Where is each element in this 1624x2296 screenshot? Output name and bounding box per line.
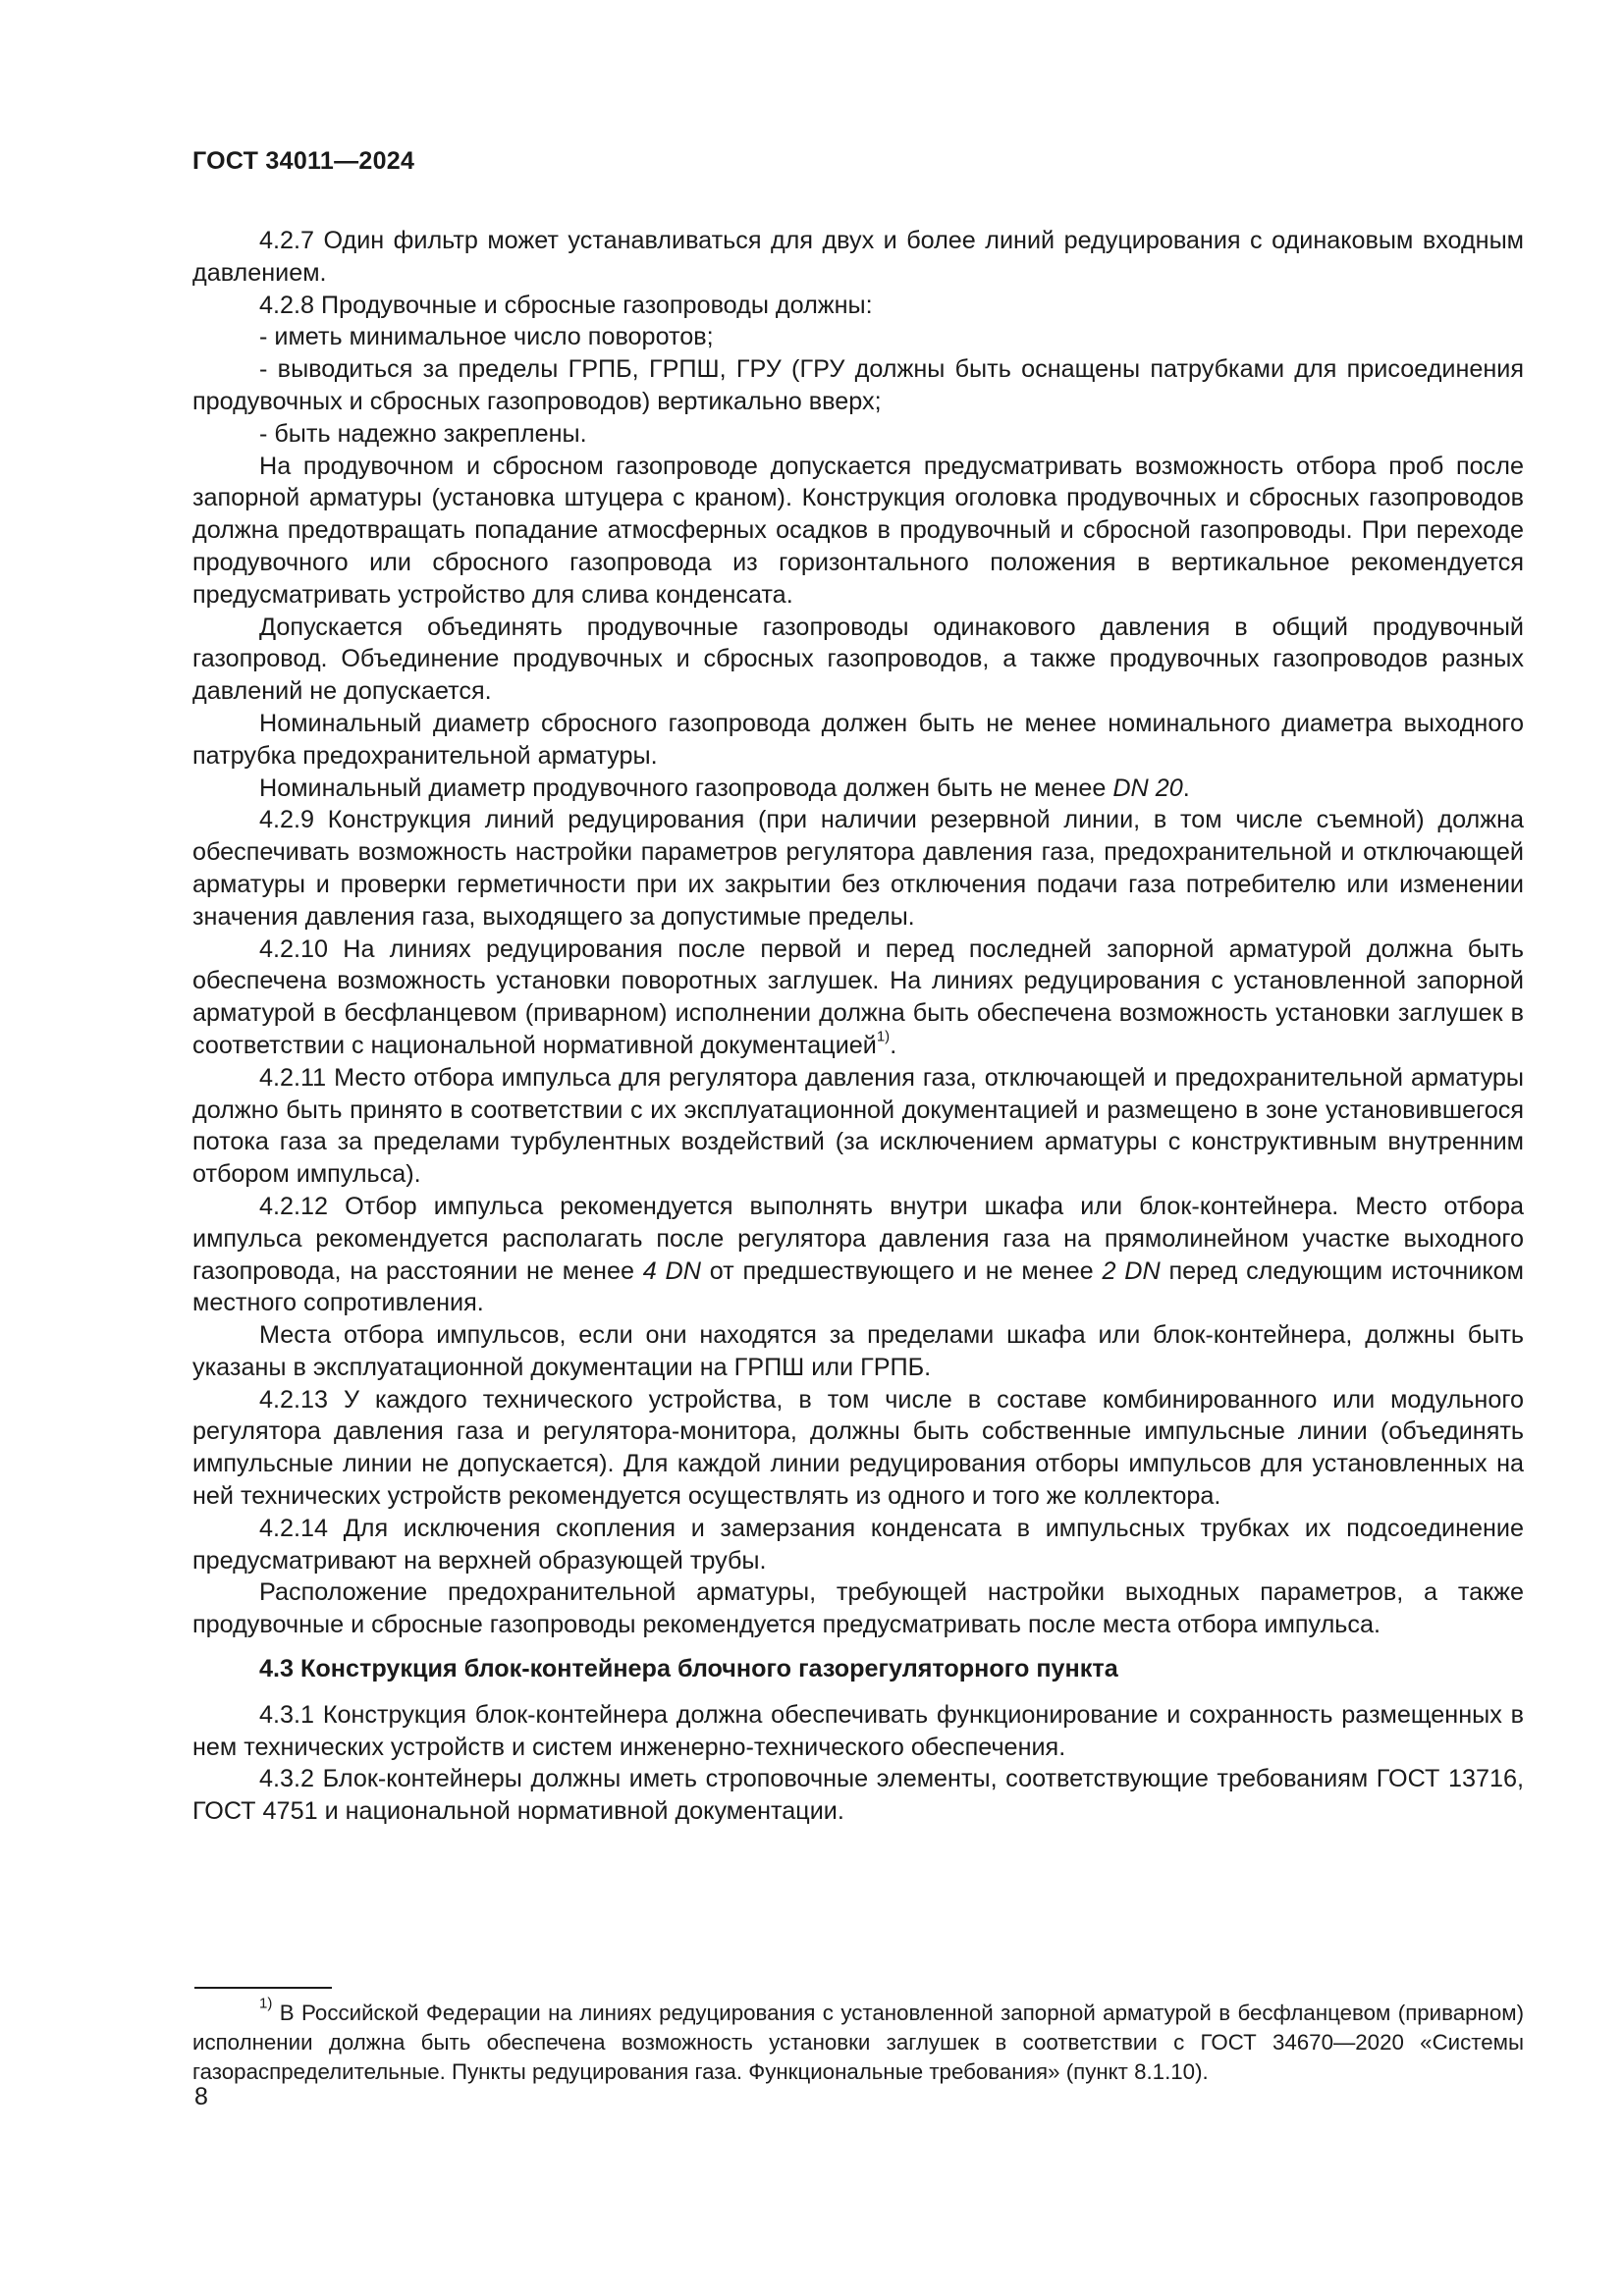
document-body [192, 225, 1524, 1828]
paragraph: Расположение предохранительной арматуры, требующей настройки выходных параметров, а также продувочные и сбросные газопроводы рекомендуется предусматривать после места отбора импульса. [192, 1578, 1524, 1639]
footnote [192, 1995, 1524, 2087]
paragraph-4-2-8: 4.2.8 Продувочные и сбросные газопроводы должны: [259, 291, 873, 319]
paragraph-4-2-10 [192, 934, 1524, 1062]
footnote-divider [194, 1987, 332, 1989]
paragraph-4-2-14: 4.2.14 Для исключения скопления и замерзания конденсата в импульсных трубках их подсоединение предусматривают на верхней образующей трубы. [192, 1514, 1524, 1575]
paragraph: Номинальный диаметр сбросного газопровода должен быть не менее номинального диаметра выходного патрубка предохранительной арматуры. [192, 709, 1524, 770]
text-run: . [890, 1031, 897, 1059]
paragraph-4-2-11: 4.2.11 Место отбора импульса для регулятора давления газа, отключающей и предохранительной арматуры должно быть принято в соответствии с их эксплуатационной документацией и размещено в зоне установившегося потока газа за пределами турбулентных воздействий (за исключением арматуры с конструктивным внутренним отбором импульса). [192, 1063, 1524, 1189]
paragraph-4-2-7: 4.2.7 Один фильтр может устанавливаться для двух и более линий редуцирования с одинаковым входным давлением. [192, 227, 1524, 287]
text-run: 4.2.10 На линиях редуцирования после первой и перед последней запорной арматурой должна быть обеспечена возможность установки поворотных заглушек. На линиях редуцирования с установленной запорной арматурой в бесфланцевом (приварном) исполнении должна быть обеспечена возможность установки заглушек в соответствии с национальной нормативной документацией [192, 934, 1524, 1059]
text-run: Номинальный диаметр продувочного газопровода должен быть не менее [259, 774, 1113, 802]
paragraph-4-2-9: 4.2.9 Конструкция линий редуцирования (при наличии резервной линии, в том числе съемной) должна обеспечивать возможность настройки параметров регулятора давления газа, предохранительной и отключающей арматуры и проверки герметичности при их закрытии без отключения подачи газа потребителю или изменении значения давления газа, выходящего за допустимые пределы. [192, 806, 1524, 931]
list-item: - иметь минимальное число поворотов; [259, 323, 714, 351]
paragraph: Допускается объединять продувочные газопроводы одинакового давления в общий продувочный газопровод. Объединение продувочных и сбросных газопроводов, а также продувочных газопроводов разных давлений не допускается. [192, 613, 1524, 706]
footnote-reference[interactable]: 1) [876, 1028, 891, 1045]
list-item: - быть надежно закреплены. [259, 419, 587, 448]
paragraph-4-2-12 [192, 1191, 1524, 1319]
text-run: перед следующим источником местного сопротивления. [192, 1256, 1524, 1317]
footnote-text: В Российской Федерации на линиях редуцирования с установленной запорной арматурой в бесфланцевом (приварном) исполнении должна быть обеспечена возможность установки заглушек в соответствии с ГОСТ 34670—2020 «Системы газораспределительные. Пункты редуцирования газа. Функциональные требования» (пункт 8.1.10). [192, 2001, 1524, 2084]
page-number: 8 [194, 2083, 208, 2110]
paragraph: Места отбора импульсов, если они находятся за пределами шкафа или блок-контейнера, должны быть указаны в эксплуатационной документации на ГРПШ или ГРПБ. [192, 1321, 1524, 1381]
document-header: ГОСТ 34011—2024 [192, 147, 415, 175]
distance-value: 4 DN [642, 1256, 701, 1285]
list-item: - выводиться за пределы ГРПБ, ГРПШ, ГРУ (ГРУ должны быть оснащены патрубками для присоединения продувочных и сбросных газопроводов) вертикально вверх; [192, 355, 1524, 415]
footnote-text-block [192, 1995, 1524, 2087]
section-title-4-3: 4.3 Конструкция блок-контейнера блочного газорегуляторного пункта [259, 1655, 1118, 1683]
paragraph-4-2-13: 4.2.13 У каждого технического устройства, в том числе в составе комбинированного или модульного регулятора давления газа и регулятора-монитора, должны быть собственные импульсные линии (объединять импульсные линии не допускается). Для каждой линии редуцирования отборы импульсов для установленных на ней технических устройств рекомендуется осуществлять из одного и того же коллектора. [192, 1385, 1524, 1511]
paragraph: На продувочном и сбросном газопроводе допускается предусматривать возможность отбора проб после запорной арматуры (установка штуцера с краном). Конструкция оголовка продувочных и сбросных газопроводов должна предотвращать попадание атмосферных осадков в продувочный и сбросной газопроводы. При переходе продувочного или сбросного газопровода из горизонтального положения в вертикальное рекомендуется предусматривать устройство для слива конденсата. [192, 452, 1524, 609]
text-run: 4.2.12 Отбор импульса рекомендуется выполнять внутри шкафа или блок-контейнера. Место отбора импульса рекомендуется располагать после регулятора давления газа на прямолинейном участке выходного газопровода, на расстоянии не менее [192, 1192, 1524, 1285]
paragraph-4-3-1: 4.3.1 Конструкция блок-контейнера должна обеспечивать функционирование и сохранность размещенных в нем технических устройств и систем инженерно-технического обеспечения. [192, 1700, 1524, 1761]
distance-value: 2 DN [1102, 1256, 1161, 1285]
paragraph-4-3-2: 4.3.2 Блок-контейнеры должны иметь строповочные элементы, соответствующие требованиям ГОСТ 13716, ГОСТ 4751 и национальной нормативной документации. [192, 1765, 1524, 1826]
paragraph-dn20 [192, 773, 1524, 805]
text-run: . [1182, 774, 1190, 802]
footnote-marker: 1) [259, 1995, 273, 2012]
nominal-diameter-value: DN 20 [1112, 774, 1183, 802]
text-run: от предшествующего и не менее [700, 1256, 1103, 1285]
